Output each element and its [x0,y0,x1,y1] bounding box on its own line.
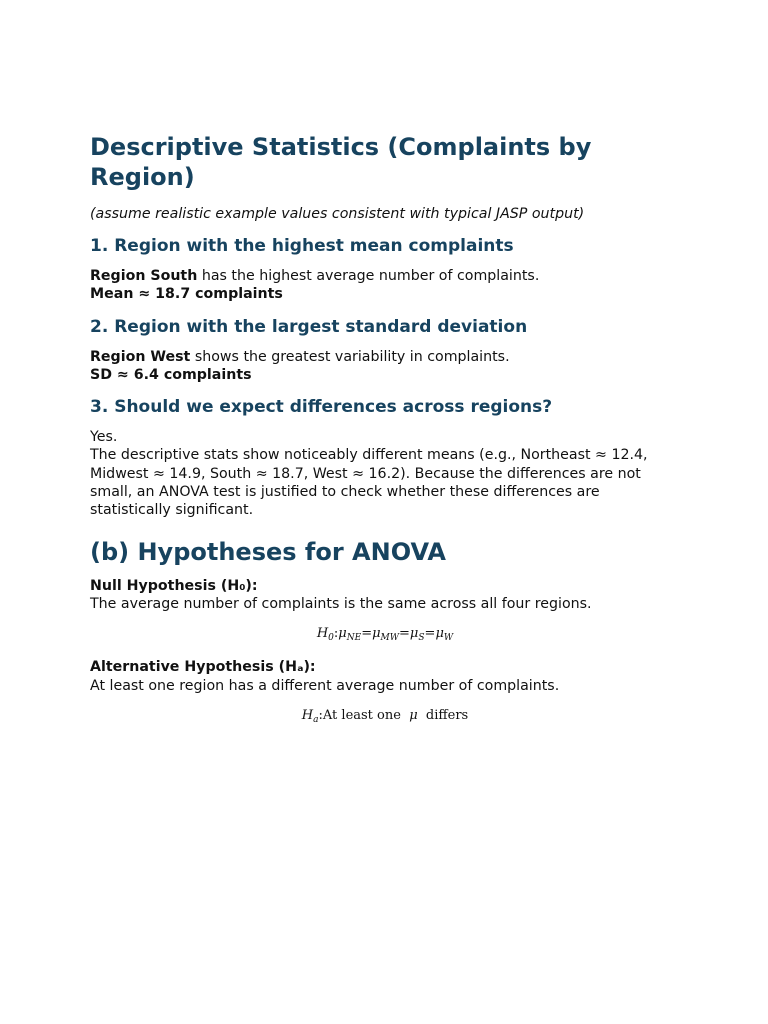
page-title: Descriptive Statistics (Complaints by Region) [90,133,592,191]
section-b-heading: (b) Hypotheses for ANOVA [90,537,446,566]
document-content [90,132,680,730]
null-hypothesis [90,577,680,614]
question-3-explanation: The descriptive stats show noticeably different means (e.g., Northeast ≈ 12.4, Midwest ≈ 14.9, South ≈ 18.7, West ≈ 16.2). Because the differences are not small, an ANOVA test is justified to check whether these differences are statistically significant. [90,447,648,519]
question-2-heading: 2. Region with the largest standard deviation [90,316,528,337]
alternative-hypothesis [90,658,680,695]
null-hypothesis-label: Null Hypothesis (H₀): [90,577,258,594]
question-2-answer [90,348,680,385]
alternative-hypothesis-text: At least one region has a different average number of complaints. [90,677,560,694]
question-3-heading: 3. Should we expect differences across regions? [90,397,553,418]
highest-mean-region: Region South [90,268,198,284]
section-gap [90,520,680,537]
highest-mean-text: has the highest average number of complaints. [197,268,540,284]
highest-mean-value: Mean ≈ 18.7 complaints [90,286,283,303]
question-3-yes: Yes. [90,429,118,446]
largest-sd-region: Region West [90,348,191,365]
largest-sd-text: shows the greatest variability in complaints. [190,348,510,365]
null-hypothesis-formula: $H_0:\mu_{NE}=\mu_{MW}=\mu_S=\mu_W$ [316,626,454,644]
largest-sd-value: SD ≈ 6.4 complaints [90,366,252,383]
assumption-note: (assume realistic example values consistent with typical JASP output) [90,206,585,222]
question-1-answer [90,267,680,304]
question-3-answer [90,428,680,519]
null-hypothesis-text: The average number of complaints is the same across all four regions. [90,595,592,612]
question-1-heading: 1. Region with the highest mean complaints [90,236,514,256]
alternative-hypothesis-formula: $H_a:At$ least one μ differs [301,707,469,725]
alternative-hypothesis-label: Alternative Hypothesis (Hₐ): [90,659,316,676]
